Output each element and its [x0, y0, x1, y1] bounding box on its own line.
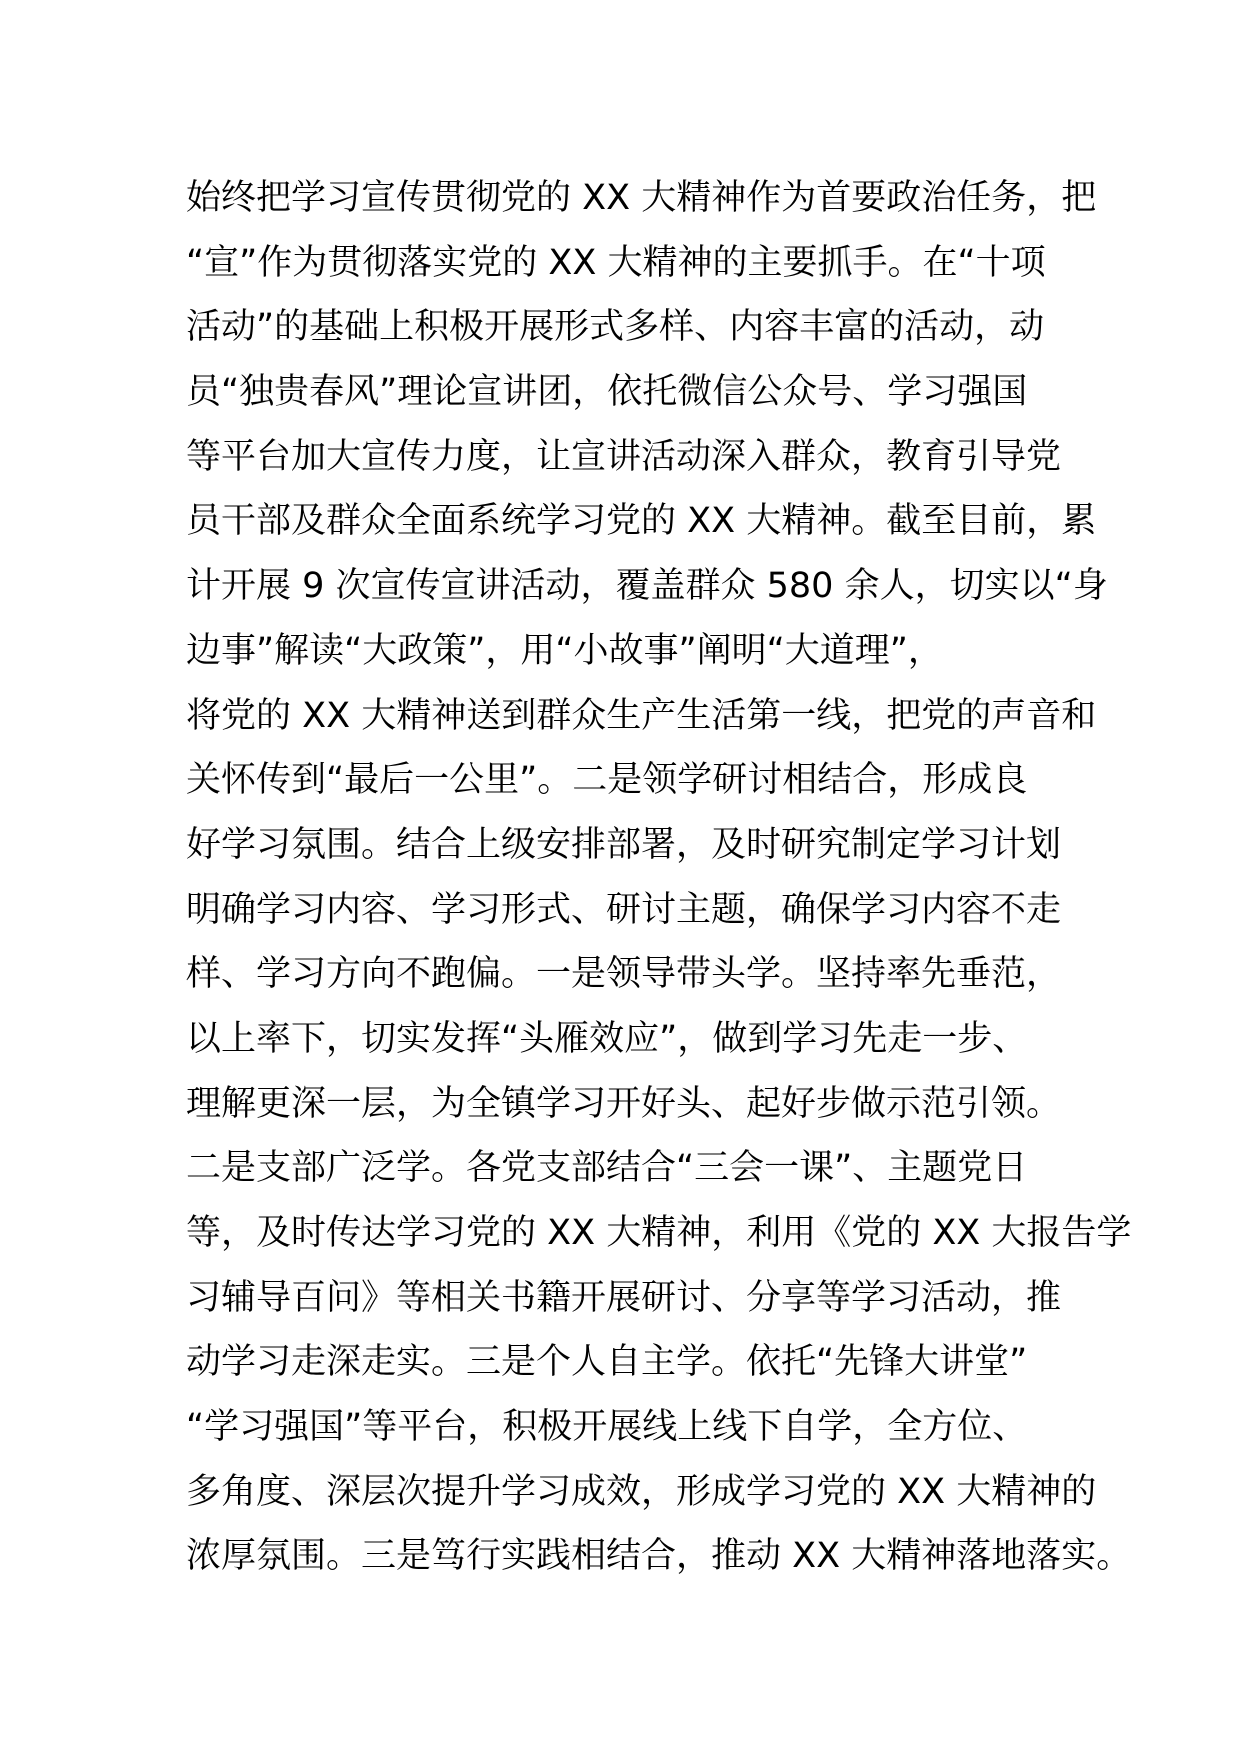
- body-paragraph: [186, 166, 1132, 1589]
- text-line-5: 等平台加大宣传力度，让宣讲活动深入群众，教育引导党: [186, 436, 1062, 477]
- text-line-15: 理解更深一层，为全镇学习开好头、起好步做示范引领。: [186, 1083, 1062, 1124]
- text-line-16: 二是支部广泛学。各党支部结合“三会一课”、主题党日: [186, 1148, 1028, 1189]
- text-line-7: 计开展 9 次宣传宣讲活动，覆盖群众 580 余人，切实以“身: [186, 566, 1108, 607]
- text-line-20: “学习强国”等平台，积极开展线上线下自学，全方位、: [186, 1407, 1028, 1448]
- text-line-13: 样、学习方向不跑偏。一是领导带头学。坚持率先垂范，: [186, 954, 1062, 995]
- text-line-22: 浓厚氛围。三是笃行实践相结合，推动 XX 大精神落地落实。: [186, 1536, 1132, 1577]
- text-line-18: 习辅导百问》等相关书籍开展研讨、分享等学习活动，推: [186, 1277, 1062, 1318]
- text-line-21: 多角度、深层次提升学习成效，形成学习党的 XX 大精神的: [186, 1471, 1097, 1512]
- text-line-12: 明确学习内容、学习形式、研讨主题，确保学习内容不走: [186, 889, 1062, 930]
- text-line-10: 关怀传到“最后一公里”。二是领学研讨相结合，形成良: [186, 760, 1028, 801]
- text-line-19: 动学习走深走实。三是个人自主学。依托“先锋大讲堂”: [186, 1342, 1028, 1383]
- text-line-3: 活动”的基础上积极开展形式多样、内容丰富的活动，动: [186, 307, 1045, 348]
- text-line-17: 等，及时传达学习党的 XX 大精神，利用《党的 XX 大报告学: [186, 1213, 1132, 1253]
- text-line-11: 好学习氛围。结合上级安排部署，及时研究制定学习计划: [186, 824, 1062, 865]
- text-line-9: 将党的 XX 大精神送到群众生产生活第一线，把党的声音和: [186, 695, 1097, 736]
- text-line-1: 始终把学习宣传贯彻党的 XX 大精神作为首要政治任务，把: [186, 178, 1097, 218]
- text-line-14: 以上率下，切实发挥“头雁效应”，做到学习先走一步、: [186, 1018, 1028, 1059]
- text-line-6: 员干部及群众全面系统学习党的 XX 大精神。截至目前，累: [186, 501, 1097, 542]
- text-line-2: “宣”作为贯彻落实党的 XX 大精神的主要抓手。在“十项: [186, 242, 1046, 283]
- text-line-4: 员“独贵春风”理论宣讲团，依托微信公众号、学习强国: [186, 372, 1028, 413]
- text-line-8: 边事”解读“大政策”，用“小故事”阐明“大道理”，: [186, 630, 943, 671]
